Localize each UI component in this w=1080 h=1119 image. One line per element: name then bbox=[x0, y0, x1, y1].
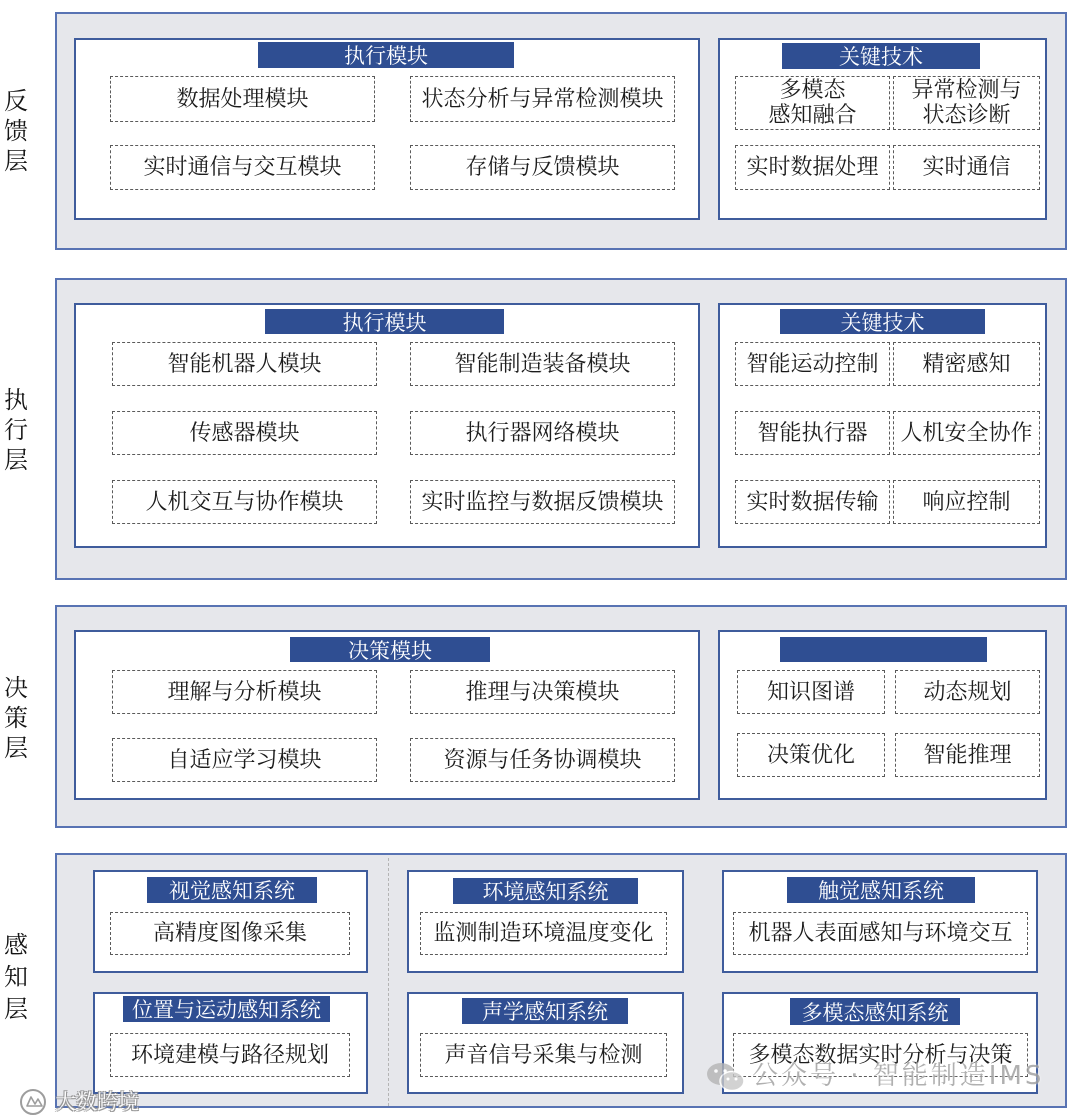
position-motion-system-box bbox=[93, 992, 368, 1094]
module-item: 推理与决策模块 bbox=[410, 670, 675, 714]
key-tech-item: 实时数据传输 bbox=[735, 480, 890, 524]
module-item: 实时监控与数据反馈模块 bbox=[410, 480, 675, 524]
environment-system-box bbox=[407, 870, 684, 973]
feedback-module-grid bbox=[110, 76, 675, 190]
system-title: 位置与运动感知系统 bbox=[123, 996, 330, 1022]
module-item: 执行器网络模块 bbox=[410, 411, 675, 455]
execution-module-grid bbox=[112, 342, 675, 524]
module-item: 状态分析与异常检测模块 bbox=[410, 76, 675, 122]
perception-item: 环境建模与路径规划 bbox=[110, 1033, 350, 1077]
module-item: 数据处理模块 bbox=[110, 76, 375, 122]
key-tech-item: 多模态 感知融合 bbox=[735, 76, 890, 130]
system-title: 视觉感知系统 bbox=[147, 877, 317, 903]
key-tech-item: 精密感知 bbox=[893, 342, 1040, 386]
perception-item: 声音信号采集与检测 bbox=[420, 1033, 667, 1077]
execution-module-title: 执行模块 bbox=[265, 309, 504, 334]
execution-module-panel bbox=[74, 303, 700, 548]
layer-label-decision: 决策层 bbox=[4, 674, 28, 762]
key-tech-item: 实时数据处理 bbox=[735, 145, 890, 190]
decision-module-grid bbox=[112, 670, 675, 782]
decision-key-tech-panel bbox=[718, 630, 1047, 800]
key-tech-item: 智能运动控制 bbox=[735, 342, 890, 386]
key-tech-item: 异常检测与 状态诊断 bbox=[893, 76, 1040, 130]
feedback-layer bbox=[55, 12, 1067, 250]
module-item: 自适应学习模块 bbox=[112, 738, 377, 782]
key-tech-item: 实时通信 bbox=[893, 145, 1040, 190]
decision-key-tech-title-bar bbox=[780, 637, 987, 662]
key-tech-item: 知识图谱 bbox=[737, 670, 885, 714]
decision-module-panel bbox=[74, 630, 700, 800]
execution-layer bbox=[55, 278, 1067, 580]
system-title: 声学感知系统 bbox=[462, 998, 628, 1024]
module-item: 传感器模块 bbox=[112, 411, 377, 455]
perception-item: 监测制造环境温度变化 bbox=[420, 912, 667, 955]
execution-key-tech-title: 关键技术 bbox=[780, 309, 985, 334]
perception-item: 机器人表面感知与环境交互 bbox=[733, 912, 1028, 955]
layer-label-perception: 感知层 bbox=[4, 931, 28, 1023]
vision-system-box bbox=[93, 870, 368, 973]
module-item: 实时通信与交互模块 bbox=[110, 145, 375, 190]
perception-divider bbox=[388, 858, 389, 1106]
key-tech-item: 响应控制 bbox=[893, 480, 1040, 524]
tactile-system-box bbox=[722, 870, 1038, 973]
feedback-module-panel bbox=[74, 38, 700, 220]
brand-logo-icon bbox=[18, 1087, 50, 1117]
feedback-key-tech-panel bbox=[718, 38, 1047, 220]
system-title: 多模态感知系统 bbox=[790, 998, 960, 1025]
decision-module-title: 决策模块 bbox=[290, 637, 490, 662]
execution-key-tech-grid bbox=[735, 342, 1040, 524]
feedback-module-title: 执行模块 bbox=[258, 42, 514, 68]
key-tech-item: 智能推理 bbox=[895, 733, 1040, 777]
module-item: 智能机器人模块 bbox=[112, 342, 377, 386]
brand-watermark: 大数跨境 bbox=[55, 1090, 139, 1114]
perception-item: 高精度图像采集 bbox=[110, 912, 350, 955]
perception-item: 多模态数据实时分析与决策 bbox=[733, 1033, 1028, 1077]
key-tech-item: 决策优化 bbox=[737, 733, 885, 777]
layer-label-execution: 执行层 bbox=[4, 386, 28, 474]
key-tech-item: 智能执行器 bbox=[735, 411, 890, 455]
feedback-key-tech-title: 关键技术 bbox=[782, 43, 980, 69]
key-tech-item: 人机安全协作 bbox=[893, 411, 1040, 455]
module-item: 理解与分析模块 bbox=[112, 670, 377, 714]
key-tech-item: 动态规划 bbox=[895, 670, 1040, 714]
wechat-watermark: 公众号 · 智能制造IMS bbox=[752, 1061, 1045, 1091]
system-title: 环境感知系统 bbox=[453, 878, 638, 904]
module-item: 存储与反馈模块 bbox=[410, 145, 675, 190]
system-title: 触觉感知系统 bbox=[787, 877, 975, 903]
layer-label-feedback: 反馈层 bbox=[4, 87, 28, 175]
module-item: 智能制造装备模块 bbox=[410, 342, 675, 386]
module-item: 人机交互与协作模块 bbox=[112, 480, 377, 524]
acoustic-system-box bbox=[407, 992, 684, 1094]
execution-key-tech-panel bbox=[718, 303, 1047, 548]
decision-key-tech-grid bbox=[737, 670, 1040, 777]
module-item: 资源与任务协调模块 bbox=[410, 738, 675, 782]
feedback-key-tech-grid bbox=[735, 76, 1040, 190]
decision-layer bbox=[55, 605, 1067, 828]
wechat-icon bbox=[705, 1061, 747, 1093]
